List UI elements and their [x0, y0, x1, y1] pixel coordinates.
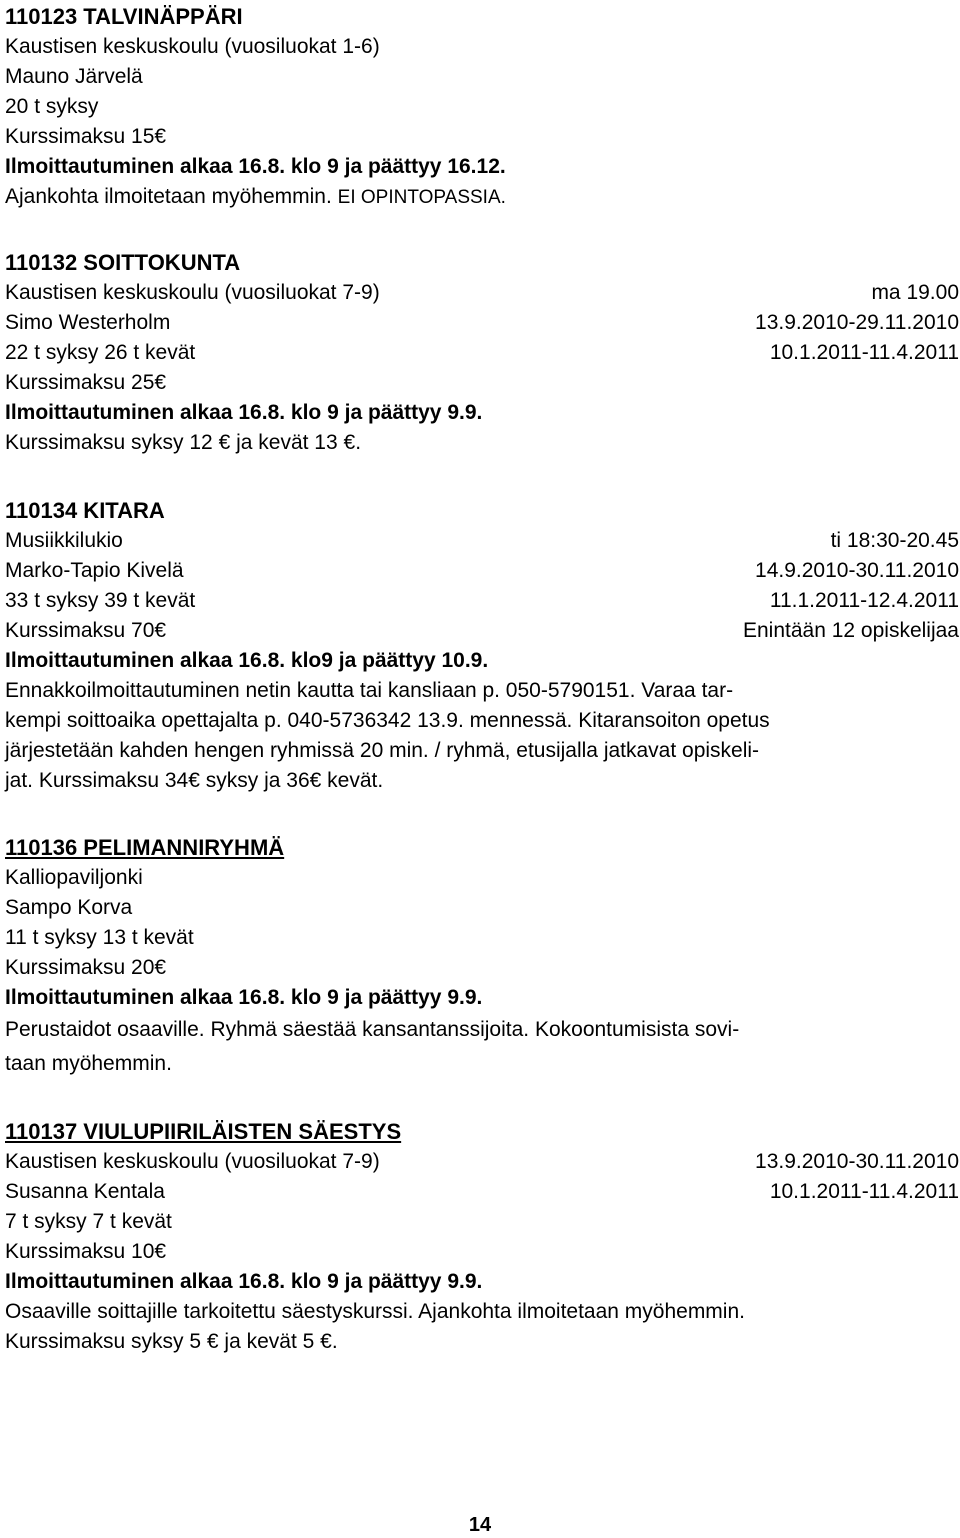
course-110134	[5, 496, 959, 796]
page-number: 14	[468, 1514, 492, 1536]
course-fee: Kurssimaksu 10€	[5, 1240, 167, 1263]
course-fee: Kurssimaksu 25€	[5, 371, 167, 394]
course-registration: Ilmoittautuminen alkaa 16.8. klo 9 ja päättyy 9.9.	[5, 401, 483, 424]
course-place: Kaustisen keskuskoulu (vuosiluokat 7-9)	[5, 1150, 380, 1173]
course-teacher: Simo Westerholm	[5, 311, 171, 334]
course-fee: Kurssimaksu 15€	[5, 125, 167, 148]
course-description: Ennakkoilmoittautuminen netin kautta tai kansliaan p. 050-5790151. Varaa tar- kempi soittoaika opettajalta p. 040-5736342 13.9. mennessä. Kitaransoiton opetus järjestetään kahden hengen ryhmissä 20 min. / ryhmä, etusijalla jatkavat opiskeli- jat. Kurssimaksu 34€ syksy ja 36€ kevät.	[5, 679, 770, 792]
euro-symbol: €	[154, 1240, 167, 1263]
course-title: 110136 PELIMANNIRYHMÄ	[5, 835, 285, 860]
course-fee: Kurssimaksu 20€	[5, 956, 167, 979]
course-date-spring: 10.1.2011-11.4.2011	[769, 341, 959, 364]
course-date-autumn: 14.9.2010-30.11.2010	[755, 559, 959, 582]
course-date-spring: 10.1.2011-11.4.2011	[769, 1180, 959, 1203]
course-fee-detail: Kurssimaksu syksy 5 € ja kevät 5 €.	[5, 1330, 338, 1353]
course-hours: 7 t syksy 7 t kevät	[5, 1210, 172, 1233]
course-hours: 33 t syksy 39 t kevät	[5, 589, 196, 612]
course-place: Kaustisen keskuskoulu (vuosiluokat 1-6)	[5, 35, 380, 58]
course-hours: 22 t syksy 26 t kevät	[5, 341, 196, 364]
course-hours: 20 t syksy	[5, 95, 99, 118]
euro-symbol: €	[154, 619, 167, 642]
course-date-spring: 11.1.2011-12.4.2011	[769, 589, 959, 612]
euro-symbol: €	[154, 371, 167, 394]
course-110123	[5, 2, 959, 212]
course-title: 110123 TALVINÄPPÄRI	[5, 4, 243, 29]
course-time: ti 18:30-20.45	[830, 529, 959, 552]
course-title: 110132 SOITTOKUNTA	[5, 250, 241, 275]
course-teacher: Sampo Korva	[5, 896, 133, 919]
course-teacher: Marko-Tapio Kivelä	[5, 559, 184, 582]
course-110132	[5, 248, 959, 458]
course-registration: Ilmoittautuminen alkaa 16.8. klo 9 ja päättyy 9.9.	[5, 1270, 483, 1293]
course-hours: 11 t syksy 13 t kevät	[5, 926, 194, 949]
course-time: ma 19.00	[871, 281, 959, 304]
course-description: Perustaidot osaaville. Ryhmä säestää kansantanssijoita. Kokoontumisista sovi- taan myöhemmin.	[5, 1018, 740, 1075]
course-date-autumn: 13.9.2010-29.11.2010	[755, 311, 959, 334]
course-place: Kaustisen keskuskoulu (vuosiluokat 7-9)	[5, 281, 380, 304]
course-teacher: Susanna Kentala	[5, 1180, 165, 1203]
course-fee-detail: Kurssimaksu syksy 12 € ja kevät 13 €.	[5, 431, 362, 454]
course-registration: Ilmoittautuminen alkaa 16.8. klo 9 ja päättyy 16.12.	[5, 155, 506, 178]
course-place: Musiikkilukio	[5, 529, 123, 552]
course-110137	[5, 1117, 959, 1357]
course-note: Osaaville soittajille tarkoitettu säestyskurssi. Ajankohta ilmoitetaan myöhemmin.	[5, 1300, 745, 1323]
course-capacity: Enintään 12 opiskelijaa	[743, 619, 959, 642]
course-date-autumn: 13.9.2010-30.11.2010	[755, 1150, 959, 1173]
course-title: 110137 VIULUPIIRILÄISTEN SÄESTYS	[5, 1119, 402, 1144]
course-place: Kalliopaviljonki	[5, 866, 143, 889]
euro-symbol: €	[154, 125, 167, 148]
course-registration: Ilmoittautuminen alkaa 16.8. klo9 ja päättyy 10.9.	[5, 649, 489, 672]
course-110136	[5, 833, 959, 1081]
course-title: 110134 KITARA	[5, 498, 165, 523]
euro-symbol: €	[154, 956, 167, 979]
course-note: Ajankohta ilmoitetaan myöhemmin. EI OPINTOPASSIA.	[5, 185, 506, 208]
course-registration: Ilmoittautuminen alkaa 16.8. klo 9 ja päättyy 9.9.	[5, 986, 483, 1009]
course-teacher: Mauno Järvelä	[5, 65, 143, 88]
course-fee: Kurssimaksu 70€	[5, 619, 167, 642]
